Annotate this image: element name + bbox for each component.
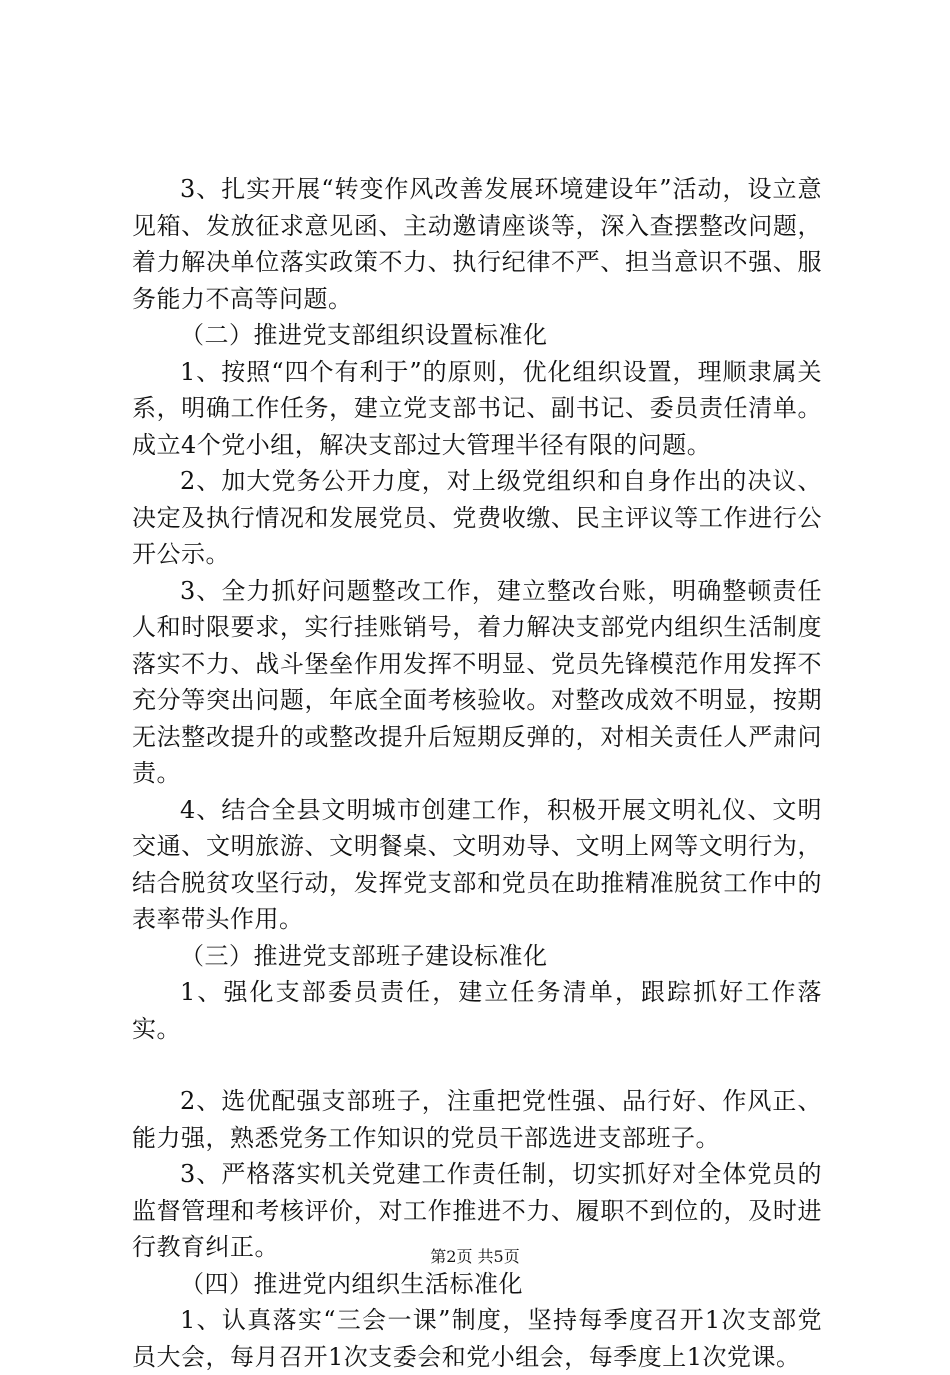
paragraph-3-3: 3、严格落实机关党建工作责任制，切实抓好对全体党员的监督管理和考核评价，对工作推进不力、履职不到位的，及时进行教育纠正。	[132, 1160, 822, 1261]
paragraph-2-2: 2、加大党务公开力度，对上级党组织和自身作出的决议、决定及执行情况和发展党员、党费收缴、民主评议等工作进行公开公示。	[132, 467, 822, 568]
paragraph-3-2: 2、选优配强支部班子，注重把党性强、品行好、作风正、能力强，熟悉党务工作知识的党员干部选进支部班子。	[132, 1087, 822, 1152]
paragraph-4-1: 1、认真落实“三会一课”制度，坚持每季度召开1次支部党员大会，每月召开1次支委会和党小组会，每季度上1次党课。	[132, 1306, 822, 1371]
document-body	[132, 171, 822, 1375]
paragraph-2-3: 3、全力抓好问题整改工作，建立整改台账，明确整顿责任人和时限要求，实行挂账销号，着力解决支部党内组织生活制度落实不力、战斗堡垒作用发挥不明显、党员先锋模范作用发挥不充分等突出问题，年底全面考核验收。对整改成效不明显，按期无法整改提升的或整改提升后短期反弹的，对相关责任人严肃问责。	[132, 576, 822, 787]
paragraph-1: 3、扎实开展“转变作风改善发展环境建设年”活动，设立意见箱、发放征求意见函、主动邀请座谈等，深入查摆整改问题，着力解决单位落实政策不力、执行纪律不严、担当意识不强、服务能力不高等问题。	[132, 175, 822, 313]
paragraph-2-1: 1、按照“四个有利于”的原则，优化组织设置，理顺隶属关系，明确工作任务，建立党支部书记、副书记、委员责任清单。成立4个党小组，解决支部过大管理半径有限的问题。	[132, 357, 822, 459]
page-footer	[0, 1244, 950, 1267]
section-heading-3: （三）推进党支部班子建设标准化	[180, 941, 548, 970]
page-number: 第2页 共5页	[430, 1247, 520, 1266]
paragraph-2-4: 4、结合全县文明城市创建工作，积极开展文明礼仪、文明交通、文明旅游、文明餐桌、文明劝导、文明上网等文明行为，结合脱贫攻坚行动，发挥党支部和党员在助推精准脱贫工作中的表率带头作用。	[132, 795, 822, 933]
section-heading-2: （二）推进党支部组织设置标准化	[180, 321, 548, 349]
paragraph-3-1: 1、强化支部委员责任，建立任务清单，跟踪抓好工作落实。	[132, 978, 822, 1043]
blank-line	[132, 1047, 822, 1083]
section-heading-4: （四）推进党内组织生活标准化	[180, 1269, 523, 1298]
